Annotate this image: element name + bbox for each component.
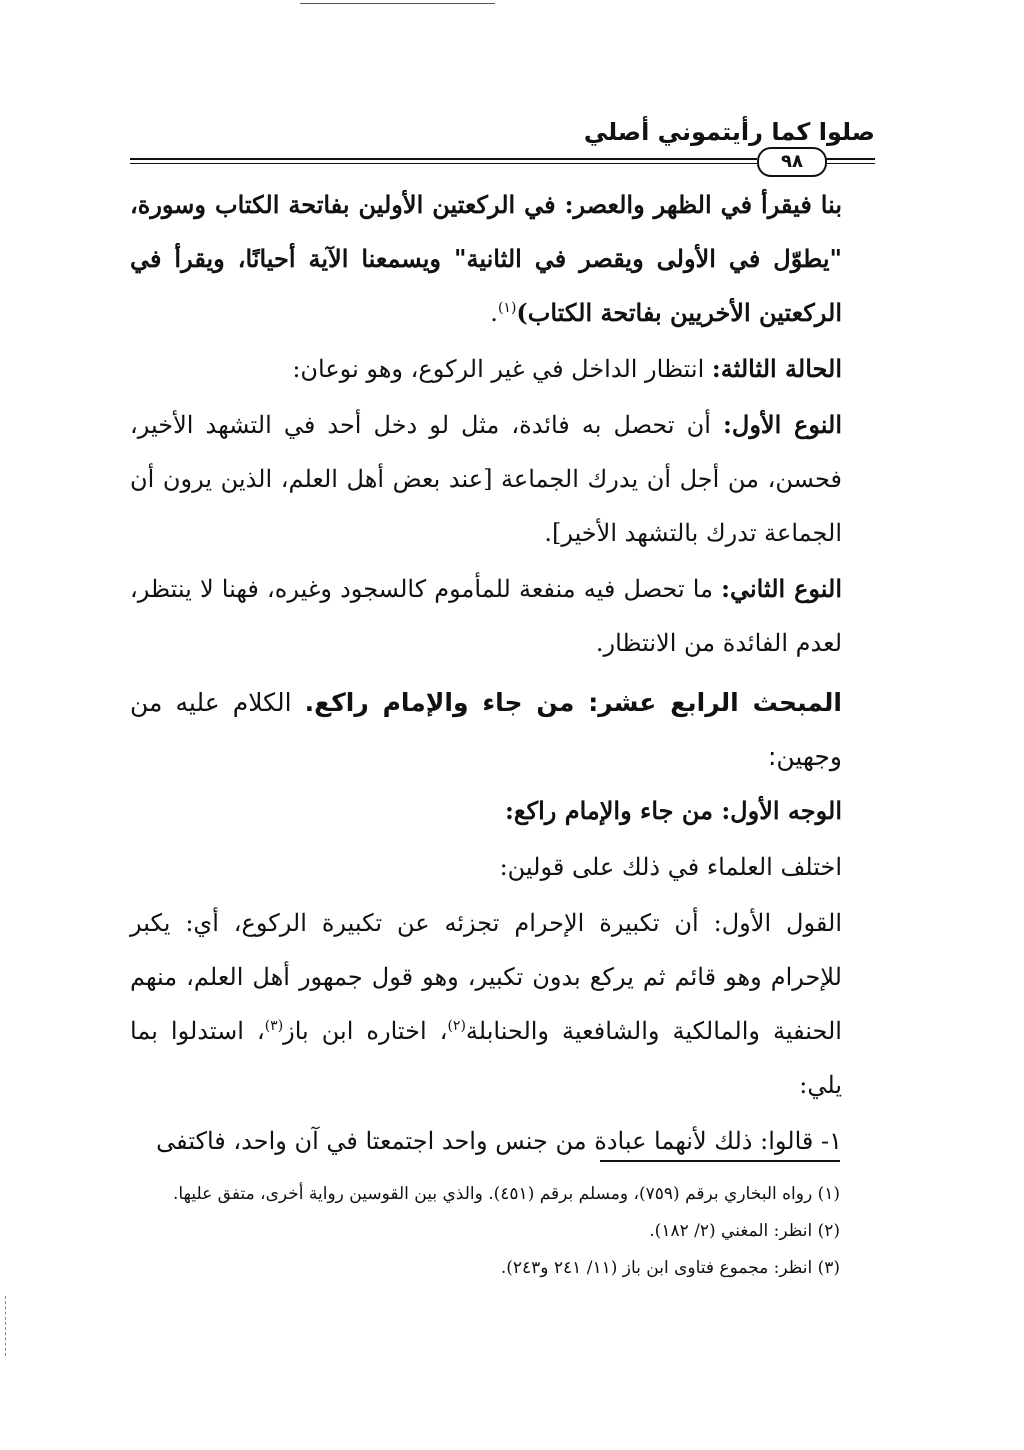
header-rule-line bbox=[130, 158, 757, 160]
footnote: (٣) انظر: مجموع فتاوى ابن باز (١١/ ٢٤١ و٢٤٣). bbox=[500, 1258, 840, 1278]
footnote-separator bbox=[600, 1160, 840, 1162]
page-number: ٩٨ bbox=[757, 147, 827, 177]
paragraph-first-opinion bbox=[130, 896, 842, 1112]
running-title: صلوا كما رأيتموني أصلي bbox=[583, 118, 875, 146]
footnote-ref: (٣) bbox=[264, 1018, 284, 1034]
paragraph-scholars-differ: اختلف العلماء في ذلك على قولين: bbox=[499, 853, 842, 881]
footnotes bbox=[172, 1176, 840, 1287]
paragraph-label: الحالة الثالثة: bbox=[711, 354, 842, 383]
footnote-ref: (٢) bbox=[447, 1018, 466, 1034]
subheading-first-aspect: الوجه الأول: من جاء والإمام راكع: bbox=[505, 796, 842, 825]
header-rule-line bbox=[825, 163, 875, 164]
paragraph-end: . bbox=[490, 299, 498, 327]
paragraph-text: أن تحصل به فائدة، مثل لو دخل أحد في التشهد الأخير، فحسن، من أجل أن يدرك الجماعة [عند بعض أهل العلم، الذين يرون أن الجماعة تدرك بالتشهد الأخير]. bbox=[130, 411, 842, 547]
paragraph-text: انتظار الداخل في غير الركوع، وهو نوعان: bbox=[292, 355, 712, 383]
header-rule-line bbox=[825, 158, 875, 160]
footnote: (٢) انظر: المغني (٢/ ١٨٢). bbox=[649, 1221, 840, 1241]
paragraph-first-type bbox=[130, 398, 842, 560]
section-heading bbox=[130, 676, 842, 784]
paragraph-text: ، اختاره ابن باز bbox=[283, 1017, 448, 1045]
margin-mark bbox=[5, 1296, 7, 1356]
paragraph-label: النوع الثاني: bbox=[721, 574, 843, 603]
footnote: (١) رواه البخاري برقم (٧٥٩)، ومسلم برقم (٤٥١). والذي بين القوسين رواية أخرى، متفق عليها. bbox=[172, 1184, 840, 1204]
paragraph-continuation bbox=[130, 178, 842, 340]
page-body bbox=[130, 178, 842, 1170]
paragraph-evidence-1: ١- قالوا: ذلك لأنهما عبادة من جنس واحد اجتمعتا في آن واحد، فاكتفى bbox=[156, 1127, 842, 1155]
top-edge-rule bbox=[300, 3, 495, 4]
paragraph-text: ، استدلوا بما يلي: bbox=[130, 1017, 842, 1099]
footnote-ref: (١) bbox=[497, 300, 517, 316]
paragraph-third-case bbox=[130, 342, 842, 396]
header-rule bbox=[130, 149, 875, 173]
paragraph-label: النوع الأول: bbox=[723, 410, 843, 439]
paragraph-text: ما تحصل فيه منفعة للمأموم كالسجود وغيره، فهنا لا ينتظر، لعدم الفائدة من الانتظار. bbox=[130, 575, 842, 657]
paragraph-text: القول الأول: أن تكبيرة الإحرام تجزئه عن تكبيرة الركوع، أي: يكبر للإحرام وهو قائم ثم يركع بدون تكبير، وهو قول جمهور أهل العلم، منهم الحنفية والمالكية والشافعية والحنابلة bbox=[130, 909, 842, 1045]
section-heading-title: المبحث الرابع عشر: من جاء والإمام راكع. bbox=[304, 688, 842, 717]
section-heading-rest: الكلام عليه من وجهين: bbox=[130, 688, 842, 771]
page-header bbox=[130, 118, 875, 178]
header-rule-line bbox=[130, 163, 757, 164]
paragraph-second-type bbox=[130, 562, 842, 670]
paragraph-text: بنا فيقرأ في الظهر والعصر: في الركعتين الأولين بفاتحة الكتاب وسورة، "يطوّل في الأولى ويقصر في الثانية" ويسمعنا الآية أحيانًا، ويقرأ في الركعتين الأخريين بفاتحة الكتاب) bbox=[130, 190, 842, 327]
